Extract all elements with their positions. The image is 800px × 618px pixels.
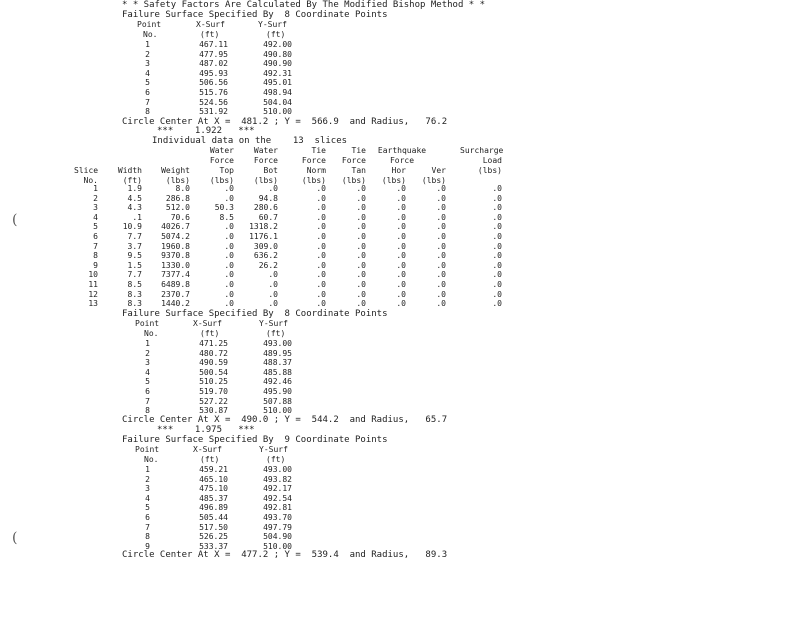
- slice-cell: .0: [396, 251, 406, 261]
- slice-cell: .0: [396, 232, 406, 241]
- slice-cell: .0: [396, 222, 406, 232]
- surface2-y-surf: 492.46: [263, 377, 292, 387]
- slice-cell: 512.0: [165, 203, 190, 213]
- slice-cell: 10.9: [122, 222, 142, 232]
- surface1-y-surf: 492.00: [263, 40, 292, 49]
- surface1-circle-center: Circle Center At X = 481.2 ; Y = 566.9 and Radius, 76.2: [122, 117, 448, 127]
- slice-cell: .0: [356, 270, 366, 280]
- slice-cell: .0: [396, 212, 406, 222]
- slice-cell: 3: [93, 203, 98, 213]
- slice-cell: 1: [93, 184, 98, 193]
- slice-cell: .0: [436, 289, 446, 299]
- slice-cell: .0: [268, 270, 278, 280]
- slice-cell: .0: [356, 289, 366, 299]
- slice-cell: .0: [396, 260, 406, 270]
- surface1-title: Failure Surface Specified By 8 Coordinate Points: [122, 10, 388, 20]
- surface3-point-no: 1: [145, 465, 150, 474]
- surface1-col-x-unit: (ft): [200, 30, 220, 39]
- slices-header-cell: Force: [301, 156, 326, 165]
- slice-cell: .0: [492, 193, 502, 203]
- slice-cell: .0: [436, 270, 446, 280]
- surface1-x-surf: 515.76: [199, 88, 228, 97]
- slices-title: Individual data on the 13 slices: [152, 136, 348, 146]
- slice-cell: .0: [224, 270, 234, 280]
- surface3-x-surf: 533.37: [199, 541, 228, 551]
- surface2-point-no: 6: [145, 387, 150, 396]
- slice-cell: .0: [224, 241, 234, 251]
- slice-cell: 1330.0: [161, 260, 190, 270]
- slice-cell: 6489.8: [161, 280, 190, 289]
- slice-cell: .0: [316, 193, 326, 203]
- slice-cell: .0: [396, 193, 406, 203]
- slices-header-cell: Hor: [391, 166, 406, 175]
- surface3-point-no: 8: [145, 532, 150, 542]
- slices-header-cell: Tie: [311, 146, 326, 155]
- surface1-point-no: 7: [145, 97, 150, 107]
- slice-cell: .0: [436, 193, 446, 203]
- surface2-col-x: X-Surf: [193, 319, 222, 328]
- surface3-point-no: 6: [145, 513, 150, 522]
- slices-header-cell: Weight: [161, 166, 190, 175]
- margin-mark: (: [12, 530, 18, 546]
- surface3-y-surf: 510.00: [263, 541, 292, 551]
- slice-cell: .0: [316, 289, 326, 299]
- slice-cell: 9.5: [127, 251, 142, 261]
- surface1-point-no: 3: [145, 59, 150, 69]
- slice-cell: .0: [356, 280, 366, 289]
- slice-cell: .0: [224, 299, 234, 309]
- slice-cell: .0: [492, 280, 502, 289]
- slices-header-cell: (lbs): [301, 176, 326, 185]
- slice-cell: .0: [224, 193, 234, 203]
- surface3-x-surf: 526.25: [199, 532, 228, 542]
- surface1-x-surf: 524.56: [199, 97, 228, 107]
- slice-cell: .0: [492, 299, 502, 309]
- slice-cell: .0: [356, 241, 366, 251]
- slice-cell: 4.5: [127, 193, 142, 203]
- slices-header-cell: (lbs): [165, 176, 190, 185]
- surface1-safety-factor: *** 1.922 ***: [157, 126, 255, 136]
- slice-cell: 1176.1: [249, 232, 278, 241]
- slice-cell: 3.7: [127, 241, 142, 251]
- surface3-x-surf: 465.10: [199, 474, 228, 484]
- slice-cell: .0: [396, 280, 406, 289]
- slice-cell: .0: [356, 260, 366, 270]
- slice-cell: 9: [93, 260, 98, 270]
- slice-cell: 8.3: [127, 299, 142, 309]
- surface3-point-no: 9: [145, 541, 150, 551]
- surface3-point-no: 5: [145, 503, 150, 513]
- surface1-y-surf: 498.94: [263, 88, 292, 97]
- slice-cell: 7377.4: [161, 270, 190, 280]
- surface3-x-surf: 517.50: [199, 522, 228, 532]
- surface3-y-surf: 493.82: [263, 474, 292, 484]
- surface3-col-x-unit: (ft): [200, 455, 220, 464]
- slice-cell: .0: [436, 299, 446, 309]
- surface1-col-no: No.: [143, 30, 158, 39]
- slices-header-cell: Width: [117, 166, 142, 175]
- margin-mark: (: [12, 212, 18, 228]
- slice-cell: 1960.8: [161, 241, 190, 251]
- surface3-x-surf: 496.89: [199, 503, 228, 513]
- surface2-point-no: 7: [145, 396, 150, 406]
- slices-header-cell: Force: [341, 156, 366, 165]
- slice-cell: .0: [356, 299, 366, 309]
- surface1-col-y: Y-Surf: [258, 20, 287, 29]
- slices-header-cell: Norm: [306, 166, 326, 175]
- surface2-x-surf: 519.70: [199, 387, 228, 396]
- slice-cell: 6: [93, 232, 98, 241]
- surface1-x-surf: 506.56: [199, 78, 228, 88]
- slice-cell: .0: [268, 280, 278, 289]
- surface2-point-no: 1: [145, 339, 150, 348]
- slices-header-cell: Slice: [74, 166, 99, 175]
- slice-cell: .0: [436, 232, 446, 241]
- slice-cell: 8.5: [127, 280, 142, 289]
- slice-cell: .0: [224, 232, 234, 241]
- slice-cell: .0: [356, 222, 366, 232]
- surface1-x-surf: 495.93: [199, 68, 228, 78]
- surface3-point-no: 4: [145, 493, 150, 503]
- slices-header-cell: (lbs): [209, 176, 234, 185]
- slice-cell: .0: [356, 193, 366, 203]
- slice-cell: .0: [492, 232, 502, 241]
- surface1-point-no: 4: [145, 68, 150, 78]
- slices-header-cell: Tan: [351, 166, 366, 175]
- slice-cell: .0: [316, 203, 326, 213]
- surface1-point-no: 5: [145, 78, 150, 88]
- slice-cell: .0: [356, 184, 366, 193]
- surface1-x-surf: 467.11: [199, 40, 228, 49]
- surface2-x-surf: 480.72: [199, 348, 228, 358]
- surface2-point-no: 2: [145, 348, 150, 358]
- slice-cell: 8.0: [175, 184, 190, 193]
- slice-cell: 1.5: [127, 260, 142, 270]
- slice-cell: 7: [93, 241, 98, 251]
- slice-cell: .0: [396, 241, 406, 251]
- surface1-col-point: Point: [137, 20, 162, 29]
- surface2-point-no: 5: [145, 377, 150, 387]
- slice-cell: .0: [224, 289, 234, 299]
- slices-header-cell: (lbs): [477, 166, 502, 175]
- surface3-x-surf: 505.44: [199, 513, 228, 522]
- surface2-col-x-unit: (ft): [200, 329, 220, 338]
- surface1-x-surf: 487.02: [199, 59, 228, 69]
- slice-cell: 12: [88, 289, 98, 299]
- slice-cell: .0: [396, 299, 406, 309]
- surface1-y-surf: 495.01: [263, 78, 292, 88]
- slice-cell: .0: [396, 270, 406, 280]
- slice-cell: 10: [88, 270, 98, 280]
- slice-cell: .0: [396, 203, 406, 213]
- slice-cell: 26.2: [258, 260, 278, 270]
- surface2-x-surf: 510.25: [199, 377, 228, 387]
- surface3-y-surf: 492.81: [263, 503, 292, 513]
- surface1-point-no: 1: [145, 40, 150, 49]
- surface3-x-surf: 475.10: [199, 484, 228, 494]
- slices-header-cell: Earthquake: [377, 146, 427, 155]
- surface2-x-surf: 490.59: [199, 358, 228, 368]
- slice-cell: 5074.2: [161, 232, 190, 241]
- surface3-col-y-unit: (ft): [266, 455, 286, 464]
- surface1-y-surf: 492.31: [263, 68, 292, 78]
- slice-cell: .0: [268, 184, 278, 193]
- surface1-y-surf: 510.00: [263, 107, 292, 117]
- slice-cell: 8: [93, 251, 98, 261]
- slice-cell: .0: [224, 184, 234, 193]
- surface1-col-x: X-Surf: [196, 20, 225, 29]
- slices-header-cell: (lbs): [381, 176, 406, 185]
- slice-cell: .0: [316, 232, 326, 241]
- surface3-circle-center: Circle Center At X = 477.2 ; Y = 539.4 and Radius, 89.3: [122, 550, 448, 560]
- slice-cell: .0: [492, 222, 502, 232]
- surface3-y-surf: 492.54: [263, 493, 292, 503]
- slice-cell: .0: [436, 203, 446, 213]
- surface3-col-no: No.: [144, 455, 159, 464]
- slice-cell: .0: [492, 270, 502, 280]
- slice-cell: 8.5: [219, 212, 234, 222]
- slice-cell: 5: [93, 222, 98, 232]
- slice-cell: .0: [396, 184, 406, 193]
- surface2-col-y-unit: (ft): [266, 329, 286, 338]
- surface1-x-surf: 477.95: [199, 49, 228, 59]
- surface3-y-surf: 493.00: [263, 465, 292, 474]
- surface2-x-surf: 530.87: [199, 406, 228, 416]
- slice-cell: 70.6: [170, 212, 190, 222]
- surface1-col-y-unit: (ft): [266, 30, 286, 39]
- surface3-y-surf: 492.17: [263, 484, 292, 494]
- slice-cell: .0: [316, 212, 326, 222]
- slices-header-cell: (lbs): [341, 176, 366, 185]
- slice-cell: 286.8: [165, 193, 190, 203]
- slice-cell: .0: [316, 299, 326, 309]
- surface3-y-surf: 504.90: [263, 532, 292, 542]
- slice-cell: 13: [88, 299, 98, 309]
- slice-cell: .0: [356, 203, 366, 213]
- slices-header-cell: Load: [482, 156, 502, 165]
- slices-header-cell: (ft): [122, 176, 142, 185]
- slice-cell: 4.3: [127, 203, 142, 213]
- slices-header-cell: Water: [253, 146, 278, 155]
- surface3-x-surf: 485.37: [199, 493, 228, 503]
- slice-cell: 9370.8: [161, 251, 190, 261]
- surface1-y-surf: 490.80: [263, 49, 292, 59]
- slice-cell: .0: [436, 260, 446, 270]
- slice-cell: .0: [436, 184, 446, 193]
- slices-header-cell: Water: [209, 146, 234, 155]
- surface2-col-point: Point: [135, 319, 160, 328]
- slice-cell: 2370.7: [161, 289, 190, 299]
- surface2-col-no: No.: [144, 329, 159, 338]
- slices-header-cell: Force: [253, 156, 278, 165]
- surface2-col-y: Y-Surf: [259, 319, 288, 328]
- surface1-point-no: 6: [145, 88, 150, 97]
- surface2-x-surf: 527.22: [199, 396, 228, 406]
- slice-cell: 7.7: [127, 270, 142, 280]
- surface3-col-point: Point: [135, 445, 160, 454]
- surface2-x-surf: 500.54: [199, 367, 228, 377]
- slices-header-cell: (lbs): [253, 176, 278, 185]
- slice-cell: .0: [224, 251, 234, 261]
- surface3-y-surf: 497.79: [263, 522, 292, 532]
- slice-cell: .0: [316, 270, 326, 280]
- slice-cell: .0: [436, 251, 446, 261]
- slice-cell: .0: [492, 184, 502, 193]
- surface2-y-surf: 488.37: [263, 358, 292, 368]
- surface2-y-surf: 489.95: [263, 348, 292, 358]
- slice-cell: .0: [316, 184, 326, 193]
- slice-cell: .0: [492, 251, 502, 261]
- surface2-safety-factor: *** 1.975 ***: [157, 425, 255, 435]
- slices-header-cell: Force: [389, 156, 415, 165]
- slice-cell: .0: [436, 280, 446, 289]
- surface3-point-no: 7: [145, 522, 150, 532]
- slice-cell: .0: [268, 299, 278, 309]
- slice-cell: .0: [224, 260, 234, 270]
- slice-cell: .0: [316, 260, 326, 270]
- surface1-y-surf: 490.90: [263, 59, 292, 69]
- method-header: * * Safety Factors Are Calculated By The Modified Bishop Method * *: [122, 0, 486, 10]
- slices-header-cell: Force: [209, 156, 234, 165]
- surface3-point-no: 2: [145, 474, 150, 484]
- slices-header-cell: No.: [83, 176, 98, 185]
- slice-cell: .0: [316, 241, 326, 251]
- surface1-x-surf: 531.92: [199, 107, 228, 117]
- slice-cell: 4: [93, 212, 98, 222]
- surface3-col-x: X-Surf: [193, 445, 222, 454]
- slice-cell: .0: [492, 212, 502, 222]
- surface2-y-surf: 485.88: [263, 367, 292, 377]
- slice-cell: 4026.7: [161, 222, 190, 232]
- slices-header-cell: Tie: [351, 146, 366, 155]
- slices-header-cell: Bot: [263, 166, 278, 175]
- slice-cell: 1318.2: [249, 222, 278, 232]
- surface2-y-surf: 493.00: [263, 339, 292, 348]
- slices-header-cell: (lbs): [421, 176, 446, 185]
- slice-cell: .0: [224, 222, 234, 232]
- surface2-title: Failure Surface Specified By 8 Coordinate Points: [122, 309, 388, 319]
- slice-cell: 94.8: [258, 193, 278, 203]
- slice-cell: .0: [316, 251, 326, 261]
- slice-cell: 636.2: [253, 251, 278, 261]
- slice-cell: 1.9: [127, 184, 142, 193]
- slice-cell: .0: [268, 289, 278, 299]
- slice-cell: 2: [93, 193, 98, 203]
- slice-cell: .0: [436, 212, 446, 222]
- slice-cell: 7.7: [127, 232, 142, 241]
- surface2-y-surf: 495.90: [263, 387, 292, 396]
- surface2-y-surf: 510.00: [263, 406, 292, 416]
- slice-cell: .0: [396, 289, 406, 299]
- slice-cell: 1440.2: [161, 299, 190, 309]
- slice-cell: 280.6: [253, 203, 278, 213]
- slice-cell: .0: [436, 222, 446, 232]
- surface3-x-surf: 459.21: [199, 465, 228, 474]
- surface2-x-surf: 471.25: [199, 339, 228, 348]
- slice-cell: .0: [436, 241, 446, 251]
- surface3-point-no: 3: [145, 484, 150, 494]
- surface1-point-no: 2: [145, 49, 150, 59]
- surface2-point-no: 8: [145, 406, 150, 416]
- slice-cell: .0: [316, 222, 326, 232]
- slice-cell: 309.0: [253, 241, 278, 251]
- surface3-y-surf: 493.70: [263, 513, 292, 522]
- surface3-title: Failure Surface Specified By 9 Coordinate Points: [122, 435, 388, 445]
- slice-cell: .0: [356, 251, 366, 261]
- slice-cell: 8.3: [127, 289, 142, 299]
- slice-cell: .0: [492, 260, 502, 270]
- surface2-point-no: 4: [145, 367, 150, 377]
- surface1-point-no: 8: [145, 107, 150, 117]
- slice-cell: .0: [492, 241, 502, 251]
- slices-header-cell: Ver: [431, 166, 446, 175]
- slices-header-cell: Top: [219, 166, 234, 175]
- surface2-point-no: 3: [145, 358, 150, 368]
- slice-cell: .1: [132, 212, 142, 222]
- slice-cell: .0: [316, 280, 326, 289]
- surface1-y-surf: 504.04: [263, 97, 292, 107]
- surface3-col-y: Y-Surf: [259, 445, 288, 454]
- slices-header-cell: Surcharge: [460, 146, 504, 155]
- slice-cell: .0: [224, 280, 234, 289]
- slice-cell: .0: [356, 232, 366, 241]
- slice-cell: 50.3: [214, 203, 234, 213]
- slice-cell: 11: [88, 280, 98, 289]
- slice-cell: .0: [492, 289, 502, 299]
- slice-cell: 60.7: [258, 212, 278, 222]
- surface2-y-surf: 507.88: [263, 396, 292, 406]
- slice-cell: .0: [356, 212, 366, 222]
- surface2-circle-center: Circle Center At X = 490.0 ; Y = 544.2 and Radius, 65.7: [122, 415, 448, 425]
- slice-cell: .0: [492, 203, 502, 213]
